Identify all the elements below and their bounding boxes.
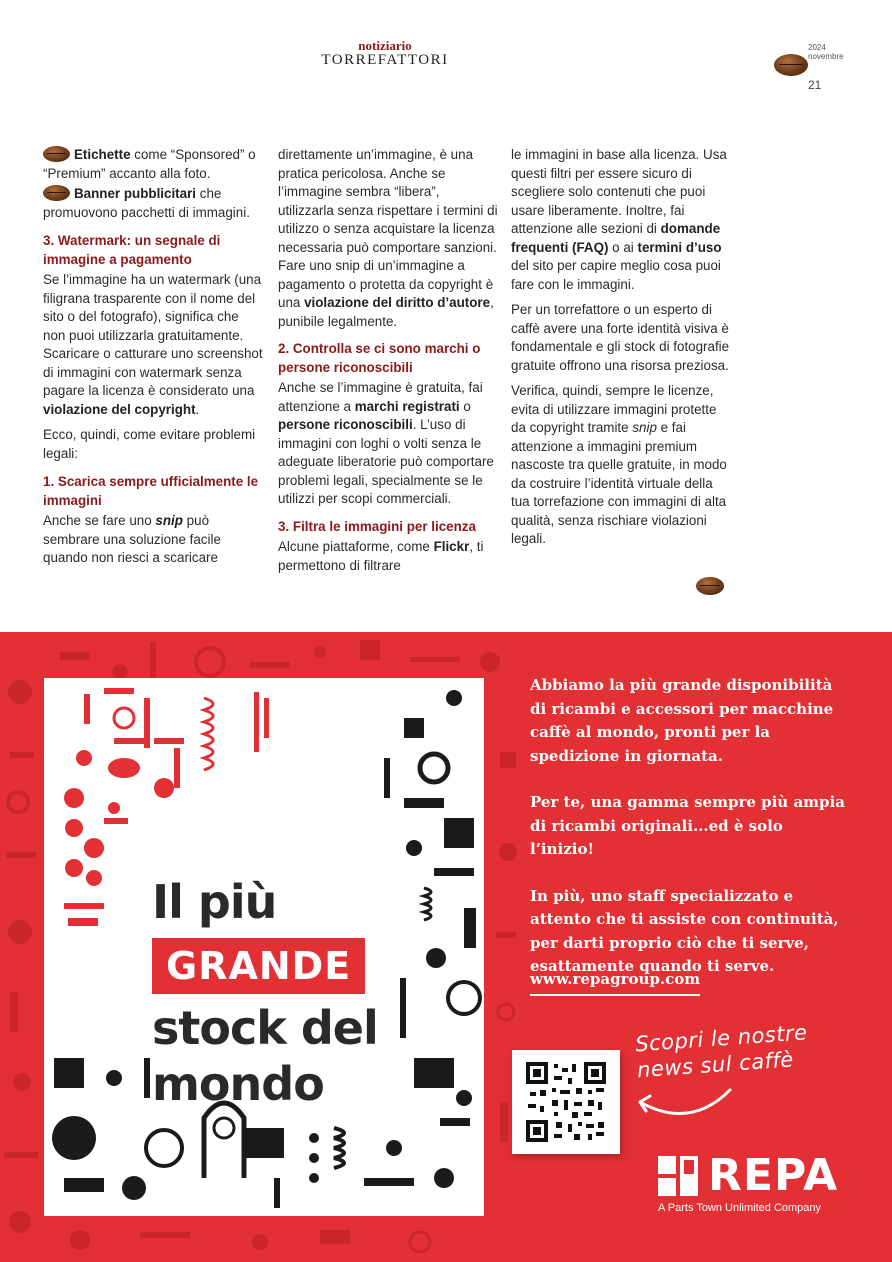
paragraph-emphasis: snip	[632, 420, 657, 435]
section-heading: 3. Filtra le immagini per licenza	[278, 518, 476, 534]
masthead-kicker: notiziario	[358, 38, 412, 53]
masthead-brand: TORREFATTORI	[321, 52, 449, 68]
paragraph-text: direttamente un’immagine, è una pratica pericolosa. Anche se l’immagine sembra “libera”, utilizzarla senza rispettare i termini di utilizzo o senza acquistare la licenza necessaria può comportare sanzioni. Fare uno snip di un’immagine a pagamento o protetta da copyright è una	[278, 147, 498, 310]
paragraph	[511, 382, 731, 549]
bullet-text: come “Sponsored” o “Premium” accanto alla foto.	[43, 147, 256, 181]
paragraph	[278, 146, 498, 331]
paragraph: Ecco, quindi, come evitare problemi legali:	[43, 427, 256, 461]
page-number: 21	[808, 78, 822, 92]
article-column-2	[278, 146, 498, 582]
paragraph	[511, 146, 731, 294]
repa-mark-icon	[658, 1156, 698, 1196]
repa-website-link[interactable]: www.repagroup.com	[530, 970, 700, 996]
qr-code-icon	[526, 1062, 606, 1142]
headline-line-3: stock del	[152, 1001, 378, 1055]
paragraph-bold: Flickr	[433, 539, 470, 554]
paragraph-text: del sito per capire meglio cosa puoi fare con le immagini.	[511, 258, 721, 292]
magazine-masthead	[300, 40, 470, 68]
ad-copy	[530, 674, 850, 1002]
paragraph: Per un torrefattore o un esperto di caffè avere una forte identità visiva è fondamentale e gli stock di fotografie gratuite offrono una risorsa preziosa.	[511, 302, 730, 373]
paragraph-emphasis: snip	[155, 513, 183, 528]
paragraph-text: Anche se fare uno	[43, 513, 156, 528]
paragraph-bold: domande frequenti (FAQ)	[511, 221, 721, 255]
paragraph-text: , punibile legalmente.	[278, 295, 494, 329]
section-heading: 2. Controlla se ci sono marchi o persone riconoscibili	[278, 341, 481, 375]
ad-headline	[152, 874, 378, 1112]
article-column-1	[43, 146, 263, 575]
headline-line-1: Il più	[152, 875, 277, 929]
paragraph-text: Alcune piattaforme, come	[278, 539, 434, 554]
paragraph-text: le immagini in base alla licenza. Usa questi filtri per essere sicuro di scegliere solo contenuti che puoi usare liberamente. Inoltre, fai attenzione alle sezioni di	[511, 147, 727, 236]
paragraph-text: può sembrare una soluzione facile quando non riesci a scaricare	[43, 513, 221, 565]
paragraph-text: Verifica, quindi, sempre le licenze, evita di utilizzare immagini protette da copyright tramite	[511, 383, 717, 435]
paragraph-bold: termini d’uso	[637, 239, 722, 255]
paragraph	[43, 271, 263, 419]
ad-parts-card	[44, 678, 484, 1216]
coffee-bean-icon	[774, 54, 808, 76]
headline-grande-badge: GRANDE	[152, 938, 365, 994]
repa-logo	[658, 1150, 839, 1201]
paragraph-text: o ai	[608, 239, 638, 255]
paragraph-text: .	[195, 401, 200, 417]
paragraph-text: o	[459, 398, 471, 414]
paragraph-text: Se l’immagine ha un watermark (una filigrana trasparente con il nome del sito o del fotografo), significa che non puoi utilizzarla gratuitamente. Scaricare o catturare uno screenshot di immagini con watermark senza pagare la licenza è considerato una	[43, 272, 263, 398]
repa-advertisement	[0, 632, 892, 1262]
paragraph-text: Anche se l’immagine è gratuita, fai attenzione a	[278, 380, 483, 414]
article-column-3	[511, 146, 731, 556]
paragraph	[278, 379, 498, 509]
paragraph-text: , ti permettono di filtrare	[278, 539, 484, 573]
issue-date	[808, 43, 844, 61]
ad-paragraph: Abbiamo la più grande disponibilità di ricambi e accessori per macchine caffè al mondo, pronti per la spedizione in giornata.	[530, 676, 834, 765]
headline-line-4: mondo	[152, 1057, 324, 1111]
coffee-bean-bullet-icon	[43, 185, 70, 201]
bullet-item	[43, 185, 263, 222]
bullet-bold: Etichette	[74, 147, 131, 162]
issue-year: 2024	[808, 43, 826, 52]
bullet-text: che promuovono pacchetti di immagini.	[43, 186, 250, 220]
section-heading: 3. Watermark: un segnale di immagine a pagamento	[43, 233, 221, 267]
bullet-bold: Banner pubblicitari	[74, 186, 197, 201]
repa-tagline: A Parts Town Unlimited Company	[658, 1202, 822, 1214]
ad-paragraph: Per te, una gamma sempre più ampia di ricambi originali...ed è solo l’inizio!	[530, 793, 845, 858]
section-heading: 1. Scarica sempre ufficialmente le immagini	[43, 474, 259, 508]
repa-brand-name: REPA	[708, 1150, 839, 1201]
ad-paragraph: In più, uno staff specializzato e attento che ti assiste con continuità, per darti proprio ciò che ti serve, esattamente quando ti serve.	[530, 886, 839, 975]
coffee-bean-end-icon	[696, 577, 724, 595]
paragraph-bold: violazione del diritto d’autore	[304, 295, 491, 310]
paragraph-bold: persone riconoscibili	[278, 417, 413, 432]
coffee-bean-bullet-icon	[43, 146, 70, 162]
scopri-news-callout: Scopri le nostre news sul caffè	[634, 1020, 809, 1083]
paragraph	[278, 538, 498, 575]
curved-arrow-icon	[630, 1082, 740, 1122]
paragraph-bold: violazione del copyright	[43, 401, 196, 417]
issue-month: novembre	[808, 52, 844, 61]
paragraph-bold: marchi registrati	[354, 398, 460, 414]
paragraph	[43, 512, 263, 568]
paragraph-text: . L’uso di immagini con loghi o volti senza le adeguate liberatorie può comportare problemi legali, specialmente se le utilizzi per scopi commerciali.	[278, 417, 494, 506]
bullet-item	[43, 146, 263, 183]
qr-code[interactable]	[512, 1050, 620, 1154]
paragraph-text: e fai attenzione a immagini premium nascoste tra quelle gratuite, in modo da costruire l’identità virtuale della tua torrefazione con immagini di alta qualità, senza rischiare violazioni legali.	[511, 420, 727, 546]
